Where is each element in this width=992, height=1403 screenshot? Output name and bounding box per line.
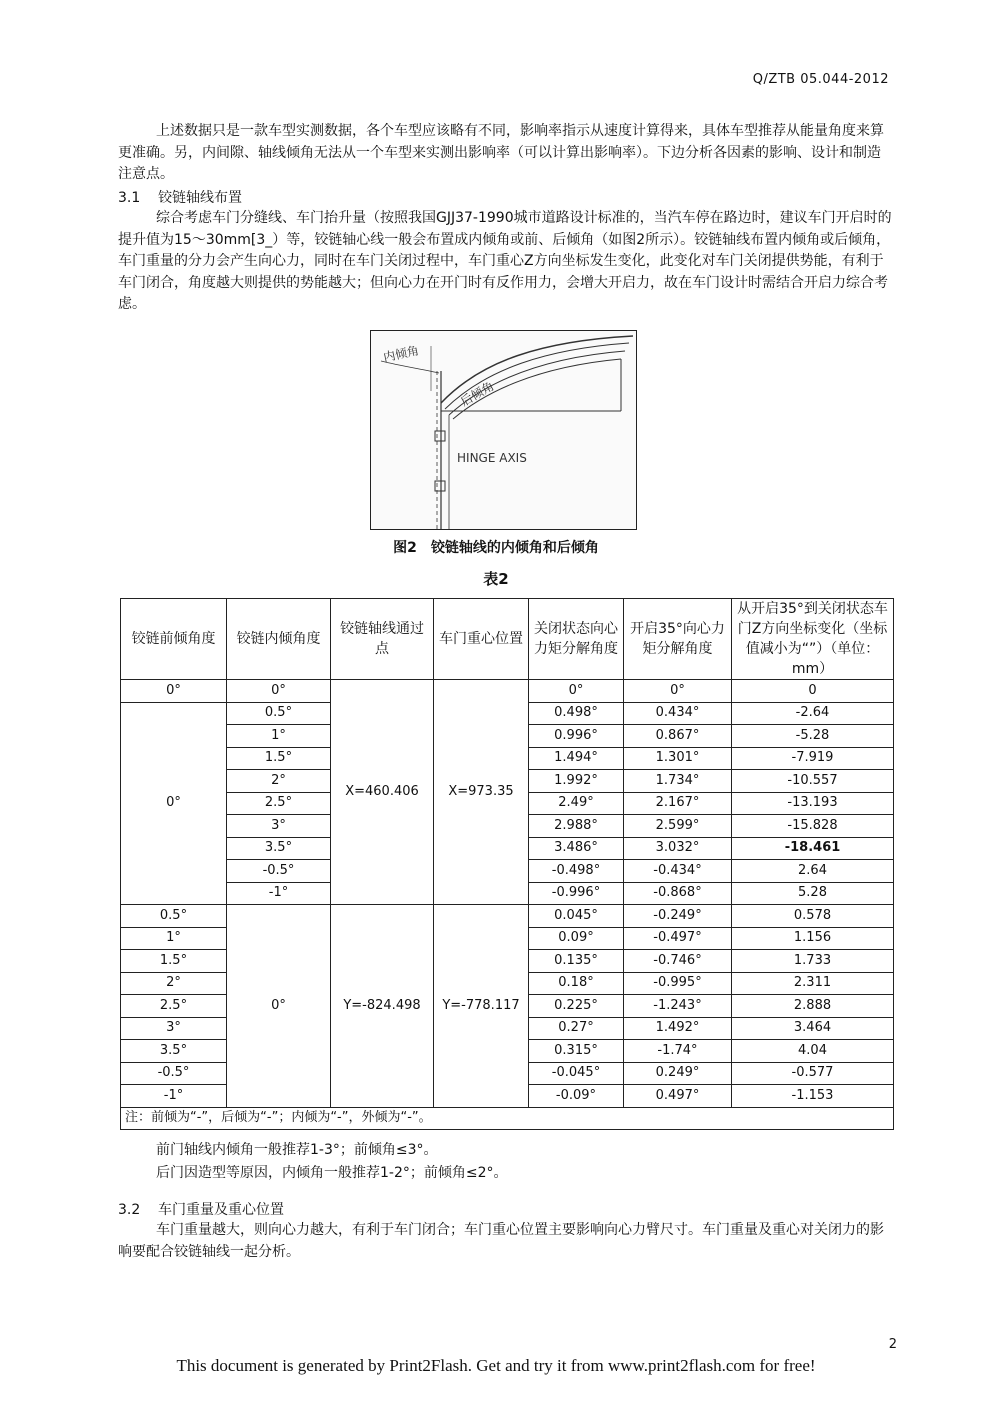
cell-dz: 1.733 xyxy=(732,950,894,973)
cell-door-cg-x: X=973.35 xyxy=(434,680,529,905)
table-row xyxy=(121,680,894,703)
cell-inner: 0.5° xyxy=(227,702,331,725)
cell-close: 3.486° xyxy=(529,837,624,860)
cell-close: 0.225° xyxy=(529,995,624,1018)
cell-dz: -15.828 xyxy=(732,815,894,838)
cell-axis-point-y: Y=-824.498 xyxy=(331,905,434,1108)
cell-open: 1.734° xyxy=(624,770,732,793)
cell-front-group1: 0° xyxy=(121,702,227,905)
section-heading-3-1 xyxy=(118,188,242,208)
cell-close: 0.27° xyxy=(529,1017,624,1040)
section-number: 3.2 xyxy=(118,1202,141,1218)
cell-inner: 1.5° xyxy=(227,747,331,770)
cell-open: -0.746° xyxy=(624,950,732,973)
cell-front: 0° xyxy=(121,680,227,703)
cell-close: 2.988° xyxy=(529,815,624,838)
document-code: Q/ZTB 05.044-2012 xyxy=(752,72,889,87)
cell-inner: -0.5° xyxy=(227,860,331,883)
cell-dz: 1.156 xyxy=(732,927,894,950)
cell-close: 0.315° xyxy=(529,1040,624,1063)
cell-close: 1.494° xyxy=(529,747,624,770)
cell-inner: 0° xyxy=(227,680,331,703)
cell-dz: -2.64 xyxy=(732,702,894,725)
cell-dz: 2.311 xyxy=(732,972,894,995)
cell-inner: 2° xyxy=(227,770,331,793)
hinge-angle-table xyxy=(120,598,894,1130)
cell-front: 0.5° xyxy=(121,905,227,928)
cell-door-cg-y: Y=-778.117 xyxy=(434,905,529,1108)
cell-open: -0.497° xyxy=(624,927,732,950)
figure-caption: 图2 铰链轴线的内倾角和后倾角 xyxy=(393,540,599,556)
cell-inner-group2: 0° xyxy=(227,905,331,1108)
table-title: 表2 xyxy=(483,570,509,588)
cell-front: 1.5° xyxy=(121,950,227,973)
cell-open: 0.249° xyxy=(624,1062,732,1085)
cell-dz: -5.28 xyxy=(732,725,894,748)
table-row xyxy=(121,905,894,928)
hinge-axis-label: HINGE AXIS xyxy=(457,451,527,465)
cell-front: 3.5° xyxy=(121,1040,227,1063)
cell-close: 0.045° xyxy=(529,905,624,928)
cell-dz: -18.461 xyxy=(732,837,894,860)
cell-inner: 1° xyxy=(227,725,331,748)
page-number: 2 xyxy=(888,1337,897,1352)
section-heading-3-2 xyxy=(118,1200,284,1220)
cell-inner: -1° xyxy=(227,882,331,905)
cell-open: -1.74° xyxy=(624,1040,732,1063)
recommendation-rear-door: 后门因造型等原因，内倾角一般推荐1-2°；前倾角≤2°。 xyxy=(156,1165,508,1181)
cell-dz: 0.578 xyxy=(732,905,894,928)
cell-dz: 0 xyxy=(732,680,894,703)
cell-inner: 3.5° xyxy=(227,837,331,860)
cell-dz: -0.577 xyxy=(732,1062,894,1085)
cell-close: 0.18° xyxy=(529,972,624,995)
header-front-tilt: 铰链前倾角度 xyxy=(121,599,227,680)
section-title: 铰链轴线布置 xyxy=(158,190,242,206)
cell-close: -0.045° xyxy=(529,1062,624,1085)
cell-dz: -10.557 xyxy=(732,770,894,793)
cell-dz: 3.464 xyxy=(732,1017,894,1040)
cell-open: 1.492° xyxy=(624,1017,732,1040)
cell-open: 2.167° xyxy=(624,792,732,815)
cell-open: 0.497° xyxy=(624,1085,732,1108)
rear-tilt-label: 后倾角 xyxy=(458,378,497,409)
cell-close: -0.09° xyxy=(529,1085,624,1108)
cell-close: 0.135° xyxy=(529,950,624,973)
cell-open: 2.599° xyxy=(624,815,732,838)
header-inner-tilt: 铰链内倾角度 xyxy=(227,599,331,680)
cell-dz: -7.919 xyxy=(732,747,894,770)
cell-close: 2.49° xyxy=(529,792,624,815)
cell-open: 1.301° xyxy=(624,747,732,770)
hinge-axis-figure xyxy=(370,330,637,530)
cell-front: 3° xyxy=(121,1017,227,1040)
header-door-cg: 车门重心位置 xyxy=(434,599,529,680)
cell-close: 0.09° xyxy=(529,927,624,950)
cell-close: 0.996° xyxy=(529,725,624,748)
section-title: 车门重量及重心位置 xyxy=(158,1202,284,1218)
cell-close: -0.498° xyxy=(529,860,624,883)
cell-open: 0.434° xyxy=(624,702,732,725)
cell-open: 0° xyxy=(624,680,732,703)
cell-open: -0.868° xyxy=(624,882,732,905)
section-number: 3.1 xyxy=(118,190,141,206)
intro-paragraph: 上述数据只是一款车型实测数据，各个车型应该略有不同，影响率指示从速度计算得来，具体车型推荐从能量角度来算更准确。另，内间隙、轴线倾角无法从一个车型来实测出影响率（可以计算出影响率）。下边分析各因素的影响、设计和制造注意点。 xyxy=(118,123,884,182)
cell-open: -0.249° xyxy=(624,905,732,928)
cell-close: 1.992° xyxy=(529,770,624,793)
section-3-1-paragraph: 综合考虑车门分缝线、车门抬升量（按照我国GJJ37-1990城市道路设计标准的，当汽车停在路边时，建议车门开启时的提升值为15～30mm[3_）等，铰链轴心线一般会布置成内倾角或前、后倾角（如图2所示）。铰链轴线布置内倾角或后倾角，车门重量的分力会产生向心力，同时在车门关闭过程中，车门重心Z方向坐标发生变化，此变化对车门关闭提供势能，有利于车门闭合，角度越大则提供的势能越大；但向心力在开门时有反作用力，会增大开启力，故在车门设计时需结合开启力综合考虑。 xyxy=(118,210,892,312)
cell-open: 3.032° xyxy=(624,837,732,860)
header-z-change: 从开启35°到关闭状态车门Z方向坐标变化（坐标值减小为“”）（单位：mm） xyxy=(732,599,894,680)
cell-open: -0.995° xyxy=(624,972,732,995)
cell-front: 2.5° xyxy=(121,995,227,1018)
header-axis-point: 铰链轴线通过点 xyxy=(331,599,434,680)
cell-front: -1° xyxy=(121,1085,227,1108)
cell-dz: -1.153 xyxy=(732,1085,894,1108)
cell-dz: 2.64 xyxy=(732,860,894,883)
cell-dz: -13.193 xyxy=(732,792,894,815)
cell-close: 0° xyxy=(529,680,624,703)
cell-inner: 2.5° xyxy=(227,792,331,815)
table-note: 注：前倾为“-”，后倾为“-”；内倾为“-”，外倾为“-”。 xyxy=(121,1107,894,1130)
header-closed-angle: 关闭状态向心力矩分解角度 xyxy=(529,599,624,680)
section-3-2-paragraph: 车门重量越大，则向心力越大，有利于车门闭合；车门重心位置主要影响向心力臂尺寸。车门重量及重心对关闭力的影响要配合铰链轴线一起分析。 xyxy=(118,1222,884,1260)
recommendation-front-door: 前门轴线内倾角一般推荐1-3°；前倾角≤3°。 xyxy=(156,1142,438,1158)
cell-open: -0.434° xyxy=(624,860,732,883)
table-note-row xyxy=(121,1107,894,1130)
cell-axis-point-x: X=460.406 xyxy=(331,680,434,905)
cell-inner: 3° xyxy=(227,815,331,838)
cell-front: -0.5° xyxy=(121,1062,227,1085)
door-outline-drawing xyxy=(371,331,636,529)
generator-notice: This document is generated by Print2Flash. Get and try it from www.print2flash.com for free! xyxy=(176,1356,816,1375)
cell-open: -1.243° xyxy=(624,995,732,1018)
cell-dz: 4.04 xyxy=(732,1040,894,1063)
cell-dz: 5.28 xyxy=(732,882,894,905)
cell-close: -0.996° xyxy=(529,882,624,905)
inner-tilt-label: 内倾角 xyxy=(382,343,421,365)
cell-open: 0.867° xyxy=(624,725,732,748)
cell-close: 0.498° xyxy=(529,702,624,725)
cell-front: 2° xyxy=(121,972,227,995)
header-open-angle: 开启35°向心力矩分解角度 xyxy=(624,599,732,680)
cell-front: 1° xyxy=(121,927,227,950)
cell-dz: 2.888 xyxy=(732,995,894,1018)
table-header-row xyxy=(121,599,894,680)
